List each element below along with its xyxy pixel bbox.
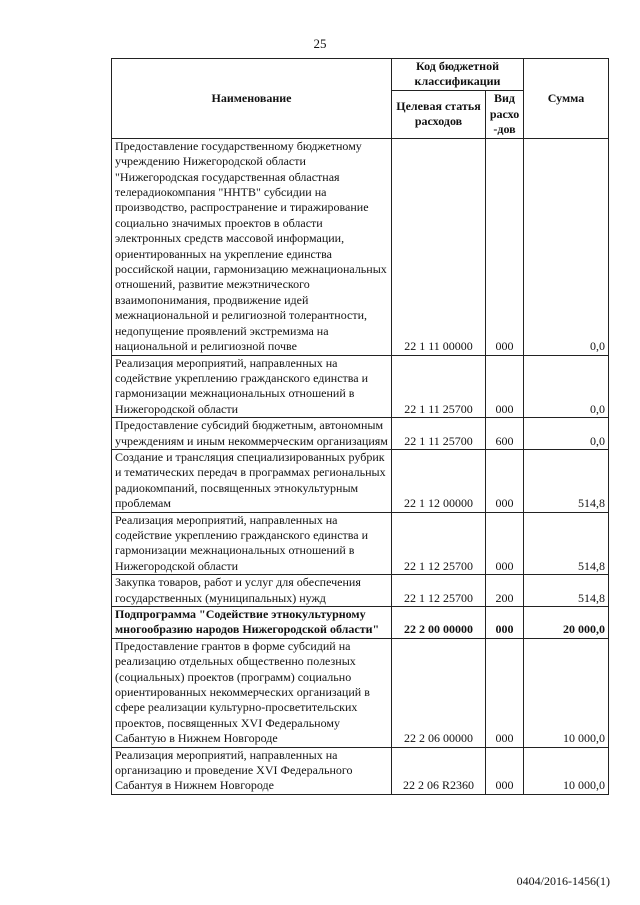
table-row xyxy=(112,355,609,418)
row-name: Подпрограмма "Содействие этнокультурному многообразию народов Нижегородской области" xyxy=(112,607,392,639)
header-code-group: Код бюджетной классификации xyxy=(392,59,524,91)
row-expense-type: 000 xyxy=(486,355,524,418)
row-expense-type: 000 xyxy=(486,138,524,355)
row-target-article: 22 1 11 25700 xyxy=(392,418,486,450)
table-row xyxy=(112,418,609,450)
row-target-article: 22 1 12 25700 xyxy=(392,512,486,575)
header-amount: Сумма xyxy=(524,59,609,139)
table-row xyxy=(112,575,609,607)
row-expense-type: 000 xyxy=(486,449,524,512)
table-row xyxy=(112,747,609,794)
row-amount: 10 000,0 xyxy=(524,638,609,747)
row-name: Предоставление государственному бюджетному учреждению Нижегородской области "Нижегородская государственная областная телерадиокомпания "ННТВ" субсидии на производство, распространение и тиражирование социально значимых проектов в области электронных средств массовой информации, ориентированных на укрепление единства российской нации, гармонизацию межнациональных отношений, развитие межэтнического взаимопонимания, продвижение идей межнациональной и религиозной толерантности, недопущение проявлений экстремизма на национальной и религиозной почве xyxy=(112,138,392,355)
table-row xyxy=(112,607,609,639)
row-name: Реализация мероприятий, направленных на организацию и проведение XVI Федерального Сабантуя в Нижнем Новгороде xyxy=(112,747,392,794)
row-amount: 20 000,0 xyxy=(524,607,609,639)
table-row xyxy=(112,638,609,747)
row-amount: 0,0 xyxy=(524,138,609,355)
header-target-article: Целевая статья расходов xyxy=(392,90,486,138)
table-row xyxy=(112,512,609,575)
row-expense-type: 000 xyxy=(486,747,524,794)
row-amount: 514,8 xyxy=(524,449,609,512)
row-name: Предоставление субсидий бюджетным, автономным учреждениям и иным некоммерческим организациям xyxy=(112,418,392,450)
row-amount: 0,0 xyxy=(524,355,609,418)
row-name: Реализация мероприятий, направленных на содействие укреплению гражданского единства и гармонизации межнациональных отношений в Нижегородской области xyxy=(112,512,392,575)
row-name: Создание и трансляция специализированных рубрик и тематических передач в программах региональных радиокомпаний, посвященных этнокультурным проблемам xyxy=(112,449,392,512)
table-row xyxy=(112,449,609,512)
row-amount: 10 000,0 xyxy=(524,747,609,794)
row-target-article: 22 1 12 25700 xyxy=(392,575,486,607)
row-amount: 514,8 xyxy=(524,512,609,575)
row-target-article: 22 2 00 00000 xyxy=(392,607,486,639)
row-target-article: 22 1 11 25700 xyxy=(392,355,486,418)
row-amount: 514,8 xyxy=(524,575,609,607)
row-target-article: 22 2 06 00000 xyxy=(392,638,486,747)
table-row xyxy=(112,138,609,355)
row-target-article: 22 1 11 00000 xyxy=(392,138,486,355)
header-expense-type: Вид расхо -дов xyxy=(486,90,524,138)
budget-table xyxy=(111,58,609,795)
row-expense-type: 600 xyxy=(486,418,524,450)
header-name: Наименование xyxy=(112,59,392,139)
row-name: Предоставление грантов в форме субсидий на реализацию отдельных общественно полезных (социальных) проектов (программ) социально ориентированных некоммерческих организаций в сфере реализации культурно-просветительских проектов, посвященных XVI Федеральному Сабантую в Нижнем Новгороде xyxy=(112,638,392,747)
row-name: Закупка товаров, работ и услуг для обеспечения государственных (муниципальных) нужд xyxy=(112,575,392,607)
row-target-article: 22 1 12 00000 xyxy=(392,449,486,512)
row-name: Реализация мероприятий, направленных на содействие укреплению гражданского единства и гармонизации межнациональных отношений в Нижегородской области xyxy=(112,355,392,418)
page-number: 25 xyxy=(313,36,327,51)
row-expense-type: 000 xyxy=(486,512,524,575)
document-number: 0404/2016-1456(1) xyxy=(516,874,610,888)
row-expense-type: 000 xyxy=(486,607,524,639)
row-expense-type: 000 xyxy=(486,638,524,747)
row-amount: 0,0 xyxy=(524,418,609,450)
row-target-article: 22 2 06 R2360 xyxy=(392,747,486,794)
row-expense-type: 200 xyxy=(486,575,524,607)
